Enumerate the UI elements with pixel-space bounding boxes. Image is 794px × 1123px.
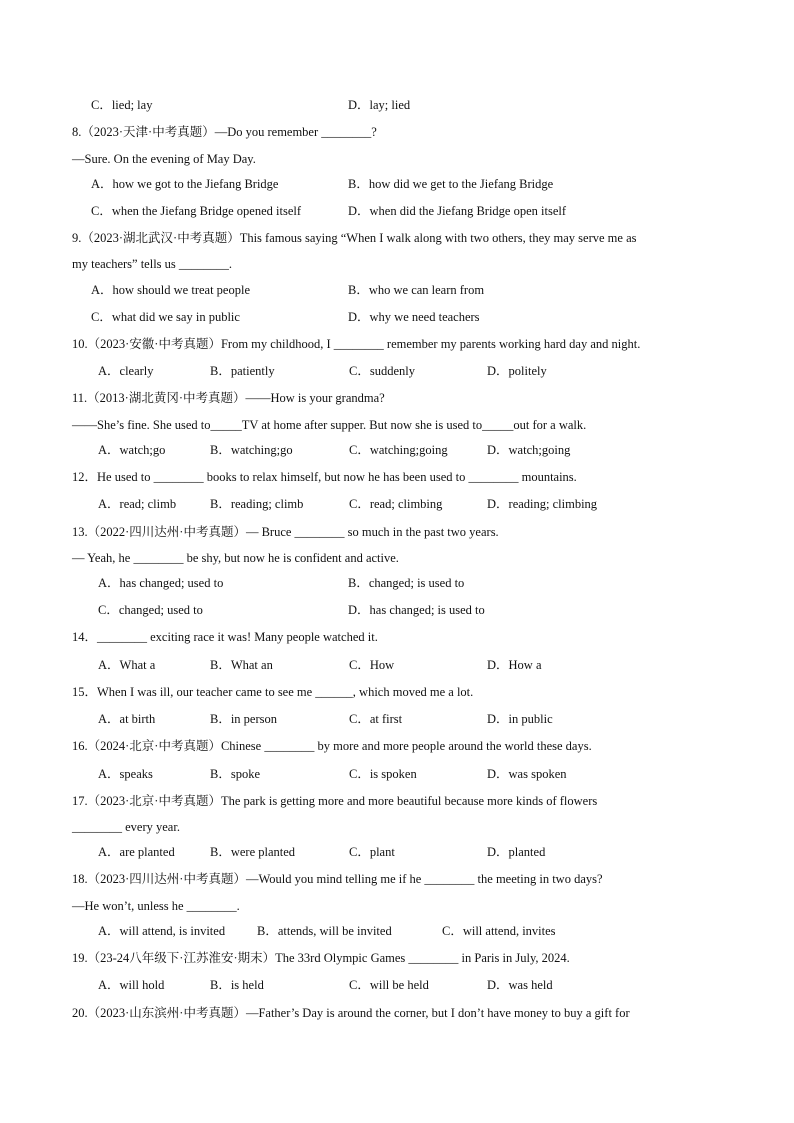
q18-option-c: C．will attend, invites	[442, 924, 556, 938]
q9-option-c: C．what did we say in public	[91, 310, 240, 324]
q16-option-c: C．is spoken	[349, 767, 417, 781]
q13-option-b: B．changed; is used to	[348, 576, 465, 590]
q9-option-a: A．how should we treat people	[91, 283, 250, 297]
q13-stem: 13.（2022·四川达州·中考真题）— Bruce ________ so much in the past two years.	[72, 525, 499, 539]
q12-option-c: C．read; climbing	[349, 497, 443, 511]
q10-option-c: C．suddenly	[349, 364, 415, 378]
q9-stem-line1: 9.（2023·湖北武汉·中考真题）This famous saying “When I walk along with two others, they may serve me as	[72, 231, 637, 245]
q18-option-a: A．will attend, is invited	[98, 924, 226, 938]
q12-option-d: D．reading; climbing	[487, 497, 598, 511]
q19-option-a: A．will hold	[98, 978, 165, 992]
q14-option-d: D．How a	[487, 658, 542, 672]
q11-option-b: B．watching;go	[210, 443, 293, 457]
q17-option-a: A．are planted	[98, 845, 175, 859]
q9-option-b: B．who we can learn from	[348, 283, 485, 297]
q14-option-b: B．What an	[210, 658, 273, 672]
q13-option-a: A．has changed; used to	[98, 576, 224, 590]
q11-option-d: D．watch;going	[487, 443, 571, 457]
q7-option-c: C．lied; lay	[91, 98, 153, 112]
q9-stem-line2: my teachers” tells us ________.	[72, 257, 233, 271]
q18-reply: —He won’t, unless he ________.	[72, 899, 240, 913]
q15-option-b: B．in person	[210, 712, 278, 726]
q10-option-b: B．patiently	[210, 364, 275, 378]
q14-option-c: C．How	[349, 658, 395, 672]
q16-stem: 16.（2024·北京·中考真题）Chinese ________ by more and more people around the world these days.	[72, 739, 592, 753]
q15-stem: 15．When I was ill, our teacher came to see me ______, which moved me a lot.	[72, 685, 474, 699]
q17-option-d: D．planted	[487, 845, 546, 859]
q11-option-a: A．watch;go	[98, 443, 166, 457]
q15-option-d: D．in public	[487, 712, 553, 726]
q17-stem-line1: 17.（2023·北京·中考真题）The park is getting more and more beautiful because more kinds of flowers	[72, 794, 598, 808]
q10-option-a: A．clearly	[98, 364, 154, 378]
q17-stem-line2: ________ every year.	[72, 820, 180, 834]
q14-option-a: A．What a	[98, 658, 156, 672]
q19-option-b: B．is held	[210, 978, 264, 992]
q8-option-b: B．how did we get to the Jiefang Bridge	[348, 177, 554, 191]
q19-option-d: D．was held	[487, 978, 553, 992]
q15-option-c: C．at first	[349, 712, 403, 726]
q20-stem: 20.（2023·山东滨州·中考真题）—Father’s Day is around the corner, but I don’t have money to buy a gift for	[72, 1006, 630, 1020]
q11-option-c: C．watching;going	[349, 443, 448, 457]
q17-option-b: B．were planted	[210, 845, 296, 859]
q8-reply: —Sure. On the evening of May Day.	[72, 152, 256, 166]
q13-reply: — Yeah, he ________ be shy, but now he is confident and active.	[72, 551, 399, 565]
q8-option-c: C．when the Jiefang Bridge opened itself	[91, 204, 302, 218]
q17-option-c: C．plant	[349, 845, 395, 859]
q12-option-b: B．reading; climb	[210, 497, 304, 511]
q8-option-a: A．how we got to the Jiefang Bridge	[91, 177, 279, 191]
q16-option-d: D．was spoken	[487, 767, 567, 781]
q11-reply: ——She’s fine. She used to_____TV at home after supper. But now she is used to_____out for a walk.	[72, 418, 587, 432]
q8-stem: 8.（2023·天津·中考真题）—Do you remember ________?	[72, 125, 377, 139]
q7-option-d: D．lay; lied	[348, 98, 411, 112]
q16-option-a: A．speaks	[98, 767, 153, 781]
q10-option-d: D．politely	[487, 364, 547, 378]
q8-option-d: D．when did the Jiefang Bridge open itself	[348, 204, 567, 218]
q13-option-c: C．changed; used to	[98, 603, 203, 617]
q12-option-a: A．read; climb	[98, 497, 177, 511]
q13-option-d: D．has changed; is used to	[348, 603, 485, 617]
q16-option-b: B．spoke	[210, 767, 261, 781]
q10-stem: 10.（2023·安徽·中考真题）From my childhood, I ________ remember my parents working hard day and night.	[72, 337, 641, 351]
q19-option-c: C．will be held	[349, 978, 429, 992]
q18-stem: 18.（2023·四川达州·中考真题）—Would you mind telling me if he ________ the meeting in two days?	[72, 872, 603, 886]
q19-stem: 19.（23-24八年级下·江苏淮安·期末）The 33rd Olympic Games ________ in Paris in July, 2024.	[72, 951, 570, 965]
q9-option-d: D．why we need teachers	[348, 310, 480, 324]
q18-option-b: B．attends, will be invited	[257, 924, 392, 938]
q15-option-a: A．at birth	[98, 712, 156, 726]
q11-stem: 11.（2013·湖北黄冈·中考真题）——How is your grandma?	[72, 391, 385, 405]
q12-stem: 12．He used to ________ books to relax himself, but now he has been used to ________ mountains.	[72, 470, 577, 484]
q14-stem: 14．________ exciting race it was! Many people watched it.	[72, 630, 378, 644]
